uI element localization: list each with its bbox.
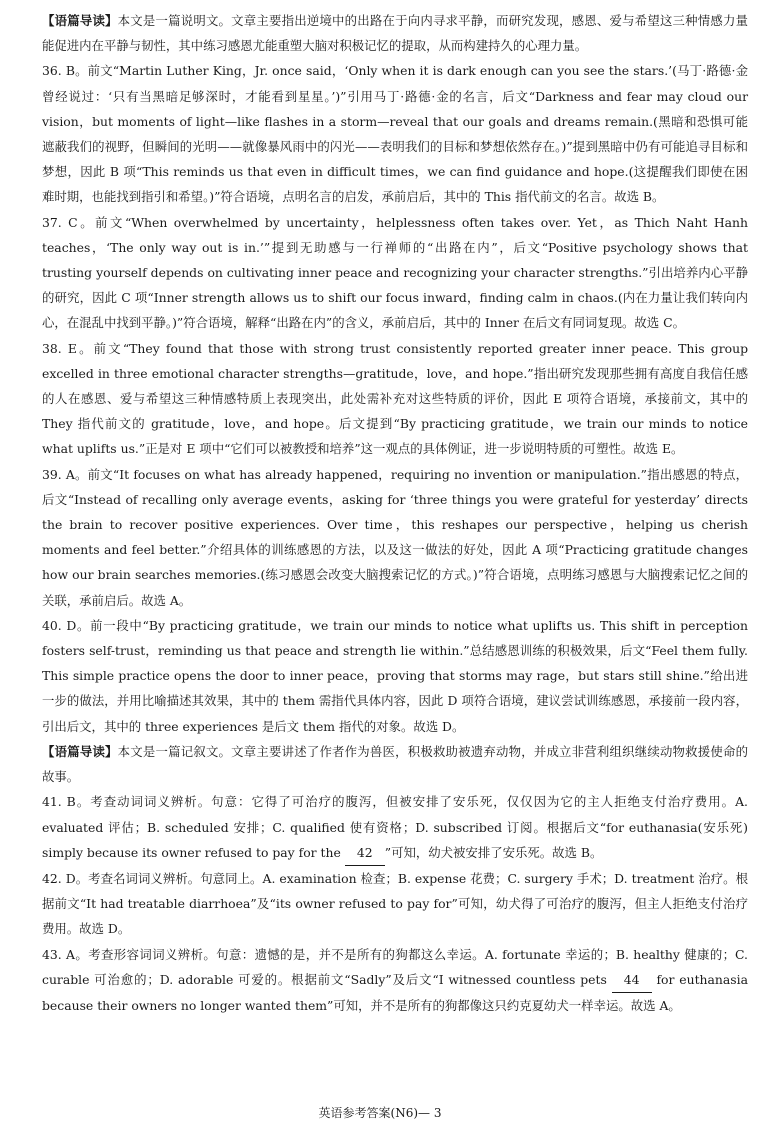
guide-label: 【语篇导读】	[42, 13, 118, 28]
answer-40: 40. D。前一段中“By practicing gratitude，we train our minds to notice what uplifts us. This shift in perception fosters self-trust，reminding us that peace and strength lie within.”总结感恩训练的积极效果，后文“Feel them fully. This simple practice opens the door to inner peace，proving that storms may rage，but stars still shine.”给出进一步的做法，并用比喻描述其效果，其中的 them 需指代具体内容，因此 D 项符合语境，建议尝试训练感恩，承接前一段内容，引出后文，其中的 three experiences 是后文 them 指代的对象。故选 D。	[42, 617, 748, 734]
blank-42: 42	[345, 840, 385, 866]
answer-41-pre: 41. B。考查动词词义辨析。句意：它得了可治疗的腹泻，但被安排了安乐死，仅仅因为它的主人拒绝支付治疗费用。A. evaluated 评估；B. scheduled 安排；C. qualified 使有资格；D. subscribed 订阅。根据后文“for euthanasia(安乐死) simply because its owner refused to pay for the	[42, 794, 748, 860]
answer-36: 36. B。前文“Martin Luther King，Jr. once said，‘Only when it is dark enough can you see the stars.’(马丁·路德·金曾经说过：‘只有当黑暗足够深时，才能看到星星。’)”引用马丁·路德·金的名言，后文“Darkness and fear may cloud our vision，but moments of light—like flashes in a storm—reveal that our goals and dreams remain.(黑暗和恐惧可能遮蔽我们的视野，但瞬间的光明——就像暴风雨中的闪光——表明我们的目标和梦想依然存在。)”提到黑暗中仍有可能追寻目标和梦想，因此 B 项“This reminds us that even in difficult times，we can find guidance and hope.(这提醒我们即使在困难时期，也能找到指引和希望。)”符合语境，点明名言的启发，承前启后，其中的 This 指代前文的名言。故选 B。	[42, 63, 748, 205]
answer-43-pre: 43. A。考查形容词词义辨析。句意：遗憾的是，并不是所有的狗都这么幸运。A. fortunate 幸运的；B. healthy 健康的；C. curable 可治愈的；D. adorable 可爱的。根据前文“Sadly”及后文“I witnessed countless pets	[42, 946, 748, 987]
answer-41-post: ”可知，幼犬被安排了安乐死。故选 B。	[384, 844, 603, 860]
page-footer: 英语参考答案(N6)— 3	[318, 1106, 442, 1120]
answer-39: 39. A。前文“It focuses on what has already happened，requiring no invention or manipulation.”指出感恩的特点，后文“Instead of recalling only average events，asking for ‘three things you were grateful for yesterday’ directs the brain to recover positive experiences. Over time，this reshapes our perspective，helping us cherish moments and feel better.”介绍具体的训练感恩的方法，以及这一做法的好处，因此 A 项“Practicing gratitude changes how our brain searches memories.(练习感恩会改变大脑搜索记忆的方式。)”符合语境，点明练习感恩与大脑搜索记忆之间的关联，承前启后。故选 A。	[42, 466, 748, 608]
answer-37: 37. C。前文“When overwhelmed by uncertainty，helplessness often takes over. Yet，as Thich Naht Hanh teaches，‘The only way out is in.’”提到无助感与一行禅师的“出路在内”，后文“Positive psychology shows that trusting yourself depends on cultivating inner peace and recognizing your character strengths.”引出培养内心平静的研究，因此 C 项“Inner strength allows us to shift our focus inward，finding calm in chaos.(内在力量让我们转向内心，在混乱中找到平静。)”符合语境，解释“出路在内”的含义，承前启后，其中的 Inner 在后文有同词复现。故选 C。	[42, 214, 748, 331]
guide-text: 本文是一篇说明文。文章主要指出逆境中的出路在于向内寻求平静，而研究发现，感恩、爱与希望这三种情感力量能促进内在平静与韧性，其中练习感恩尤能重塑大脑对积极记忆的提取，从而构建持久的心理力量。	[42, 13, 749, 54]
blank-44: 44	[612, 967, 652, 993]
guide-text: 本文是一篇记叙文。文章主要讲述了作者作为兽医，积极救助被遗弃动物，并成立非营利组织继续动物救援使命的故事。	[42, 743, 749, 785]
answer-key-page	[42, 8, 748, 1018]
answer-42: 42. D。考查名词词义辨析。句意同上。A. examination 检查；B. expense 花费；C. surgery 手术；D. treatment 治疗。根据前文“It had treatable diarrhoea”及“its owner refused to pay for”可知，幼犬得了可治疗的腹泻，但主人拒绝支付治疗费用。故选 D。	[42, 870, 748, 937]
section-guide-1	[42, 8, 748, 58]
answer-41	[42, 789, 748, 866]
answer-38: 38. E。前文“They found that those with strong trust consistently reported greater inner peace. This group excelled in three emotional character strengths—gratitude，love，and hope.”指出研究发现那些拥有高度自我信任感的人在感恩、爱与希望这三种情感特质上表现突出，此处需补充对这些特质的评价，因此 E 项符合语境，承接前文，其中的 They 指代前文的 gratitude，love，and hope。后文提到“By practicing gratitude，we train our minds to notice what uplifts us.”正是对 E 项中“它们可以被教授和培养”这一观点的具体例证，进一步说明特质的可塑性。故选 E。	[42, 340, 748, 457]
answer-43	[42, 942, 748, 1019]
guide-label: 【语篇导读】	[42, 743, 118, 759]
answer-43-post: for euthanasia because their owners no longer wanted them”可知，并不是所有的狗都像这只约克夏幼犬一样幸运。故选 A。	[42, 971, 748, 1013]
section-guide-2	[42, 739, 748, 789]
